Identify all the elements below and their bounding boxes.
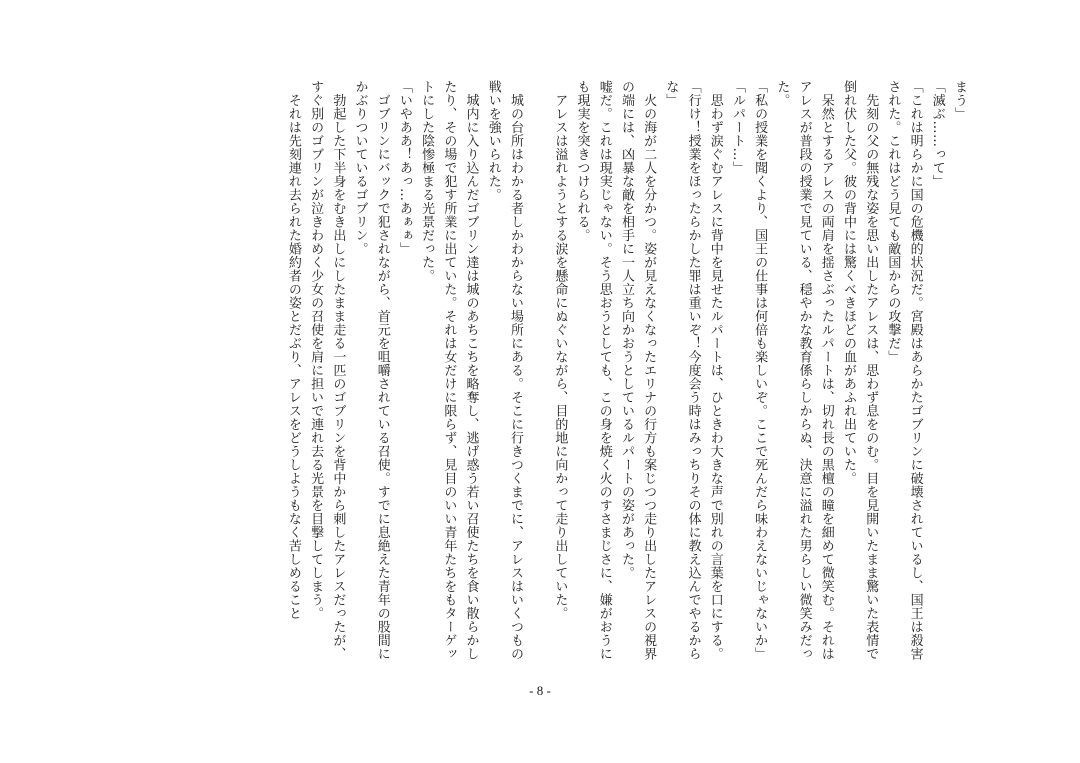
page-number: - 8 - <box>529 683 551 698</box>
paragraph-8: 思わず涙ぐむアレスに背中を見せたルパートは、ひときわ大きな声で別れの言葉を口にする。 <box>707 80 723 661</box>
paragraph-18: それは先刻連れ去られた婚約者の姿とだぶり、アレスをどうしようもなく苦しめること <box>285 80 301 620</box>
paragraph-4: 先刻の父の無残な姿を思い出したアレスは、思わず息をのむ。目を見開いたまま驚いた表情で倒れ伏した父。彼の背中には驚くべきほどの血があふれ出ていた。 <box>840 80 879 661</box>
paragraph-6: 「私の授業を聞くより、国王の仕事は何倍も楽しいぞ。ここで死んだら味わえないじゃないか」 <box>752 80 768 661</box>
paragraph-1: まう」 <box>952 80 967 121</box>
vertical-text-body <box>282 80 970 665</box>
paragraph-11: 嘘だ。これは現実じゃない。そう思おうとしても、この身を焼く火のすさまじさに、嫌がおうにも現実を突きつけられる。 <box>574 80 612 661</box>
paragraph-5: 呆然とするアレスの両肩を揺さぶったルパートは、切れ長の黒檀の瞳を細めて微笑む。それはアレスが普段の授業で見ている、穏やかな教育係らしからぬ、決意に溢れた男らしい微笑みだった。 <box>774 80 834 661</box>
paragraph-16: ゴブリンにバックで犯されながら、首元を咀嚼されている召使。すでに息絶えた青年の股間にかぶりついているゴブリン。 <box>352 80 390 661</box>
blank-line <box>526 80 548 665</box>
paragraph-10: 火の海が二人を分かつ。姿が見えなくなったエリナの行方も案じつつ走り出したアレスの視界の端には、凶暴な敵を相手に一人立ち向かおうとしているルパートの姿があった。 <box>618 80 657 661</box>
paragraph-2: 「滅ぶ……って」 <box>929 80 945 188</box>
paragraph-9: 「行け！授業をほったらかした罪は重いぞ！今度会う時はみっちりその体に教え込んでやるからな」 <box>663 80 701 661</box>
paragraph-15: 「いやああ！あっ…あぁぁ」 <box>396 80 412 256</box>
paragraph-13: 城の台所はわかる者しかわからない場所にある。そこに行きつくまでに、アレスはいくつもの戦いを強いられた。 <box>485 80 523 661</box>
paragraph-7: 「ルパート…」 <box>729 80 745 175</box>
paragraph-14: 城内に入り込んだゴブリン達は城のあちこちを略奪し、逃げ惑う若い召使たちを食い散らかしたり、その場で犯す所業に出ていた。それは女だけに限らず、見目のいい青年たちをもターゲットにした陰惨極まる光景だった。 <box>419 80 479 661</box>
paragraph-3: 「これは明らかに国の危機的状況だ。宮殿はあらかたゴブリンに破壊されているし、国王は殺害された。これはどう見ても敵国からの攻撃だ」 <box>885 80 923 661</box>
paragraph-12: アレスは溢れようとする涙を懸命にぬぐいながら、目的地に向かって走り出していた。 <box>552 80 568 620</box>
paragraph-17: 勃起した下半身をむき出しにしたまま走る一匹のゴブリンを背中から刺したアレスだったが、すぐ別のゴブリンが泣きわめく少女の召使を肩に担いで連れ去る光景を目撃してしまう。 <box>308 80 346 661</box>
